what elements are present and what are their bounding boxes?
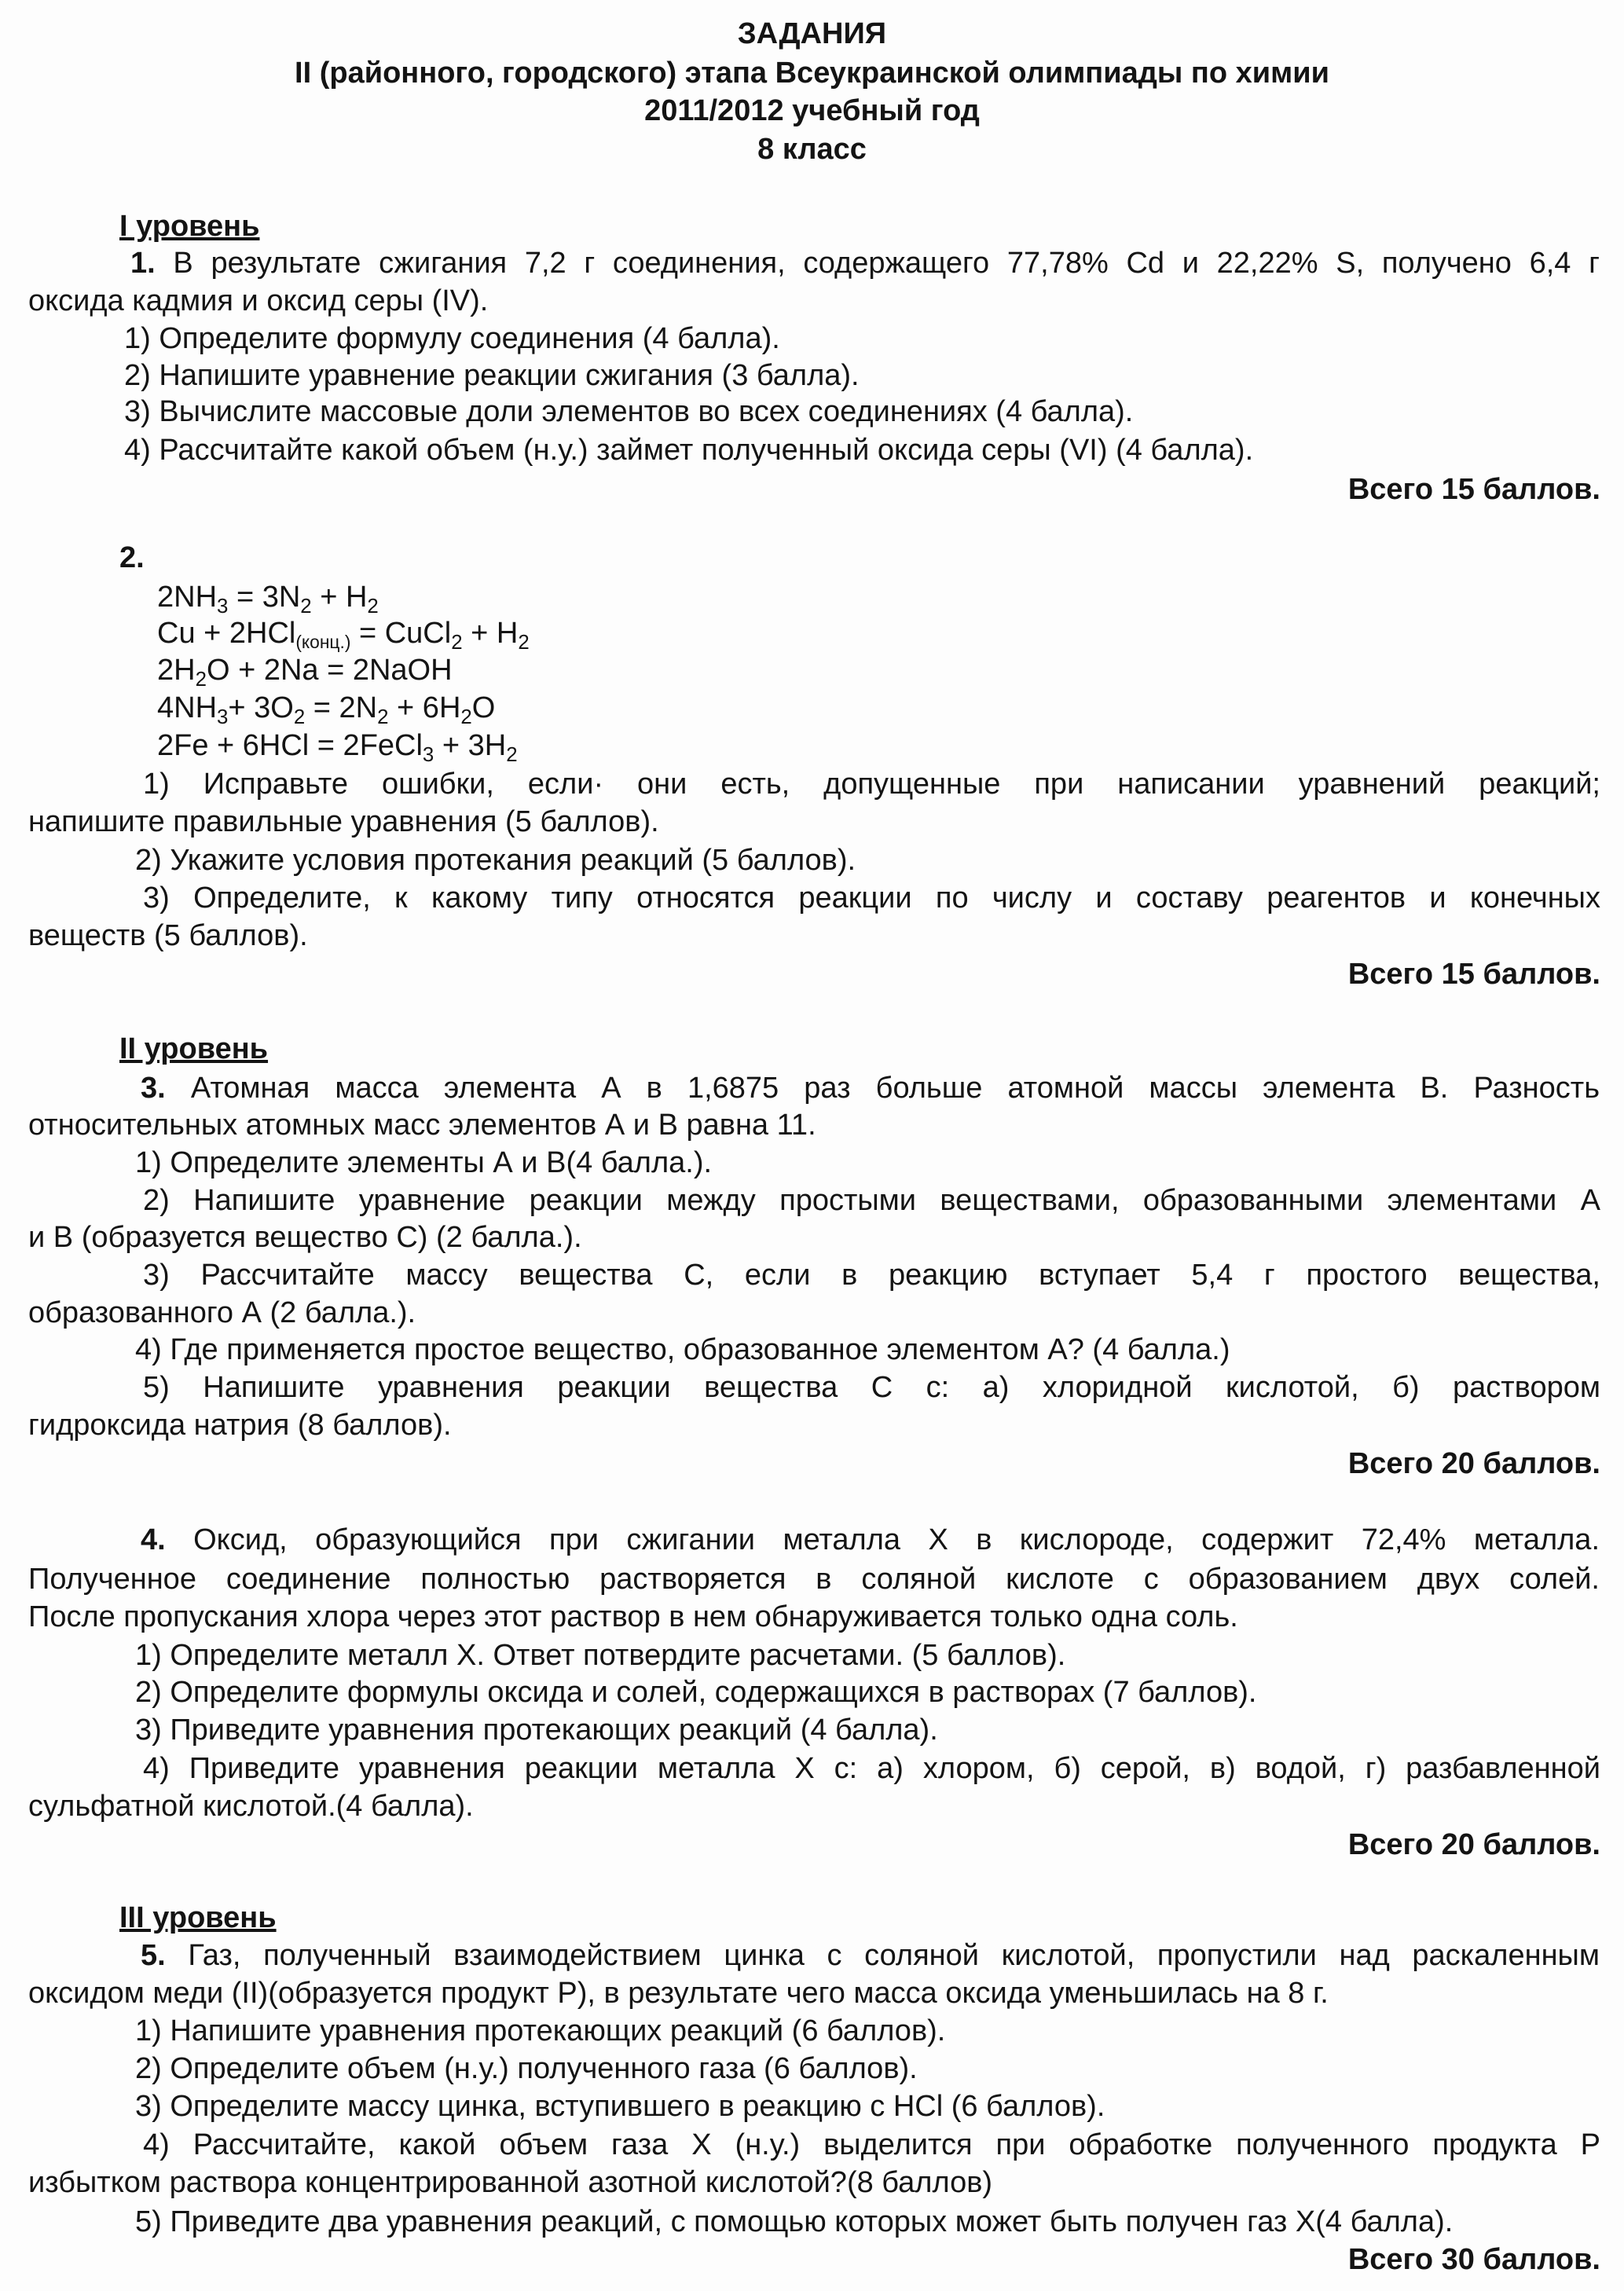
- doc-grade: 8 класс: [757, 133, 867, 166]
- problem-4-item-1: 1) Определите металл Х. Ответ потвердите расчетами. (5 баллов).: [135, 1639, 1066, 1672]
- problem-number: 1.: [130, 247, 156, 280]
- problem-1-text-cont: оксида кадмия и оксид серы (IV).: [28, 284, 489, 317]
- problem-3-item-3: 3) Рассчитайте массу вещества С, если в реакцию вступает 5,4 г простого вещества,: [143, 1259, 1600, 1292]
- problem-2-total: Всего 15 баллов.: [1347, 958, 1600, 991]
- problem-4-total: Всего 20 баллов.: [1347, 1828, 1600, 1861]
- problem-1-item-3: 3) Вычислите массовые доли элементов во всех соединениях (4 балла).: [124, 395, 1134, 428]
- problem-1-item-4: 4) Рассчитайте какой объем (н.у.) займет полученный оксида серы (VI) (4 балла).: [124, 434, 1254, 467]
- problem-4-text: 4. Оксид, образующийся при сжигании металла Х в кислороде, содержит 72,4% металла.: [141, 1523, 1600, 1556]
- problem-4-item-4-cont: сульфатной кислотой.(4 балла).: [28, 1790, 474, 1823]
- problem-2-item-1-cont: напишите правильные уравнения (5 баллов).: [28, 805, 659, 838]
- equation-2: Cu + 2HCl$_{(конц.)}$ = CuCl$_2$ + $H_2$: [157, 617, 530, 654]
- problem-3-item-2-cont: и В (образуется вещество С) (2 балла.).: [28, 1221, 582, 1254]
- problem-2-item-1: 1) Исправьте ошибки, если· они есть, допущенные при написании уравнений реакций;: [143, 768, 1600, 801]
- problem-3-item-1: 1) Определите элементы А и В(4 балла.).: [135, 1146, 713, 1179]
- problem-3-item-5-cont: гидроксида натрия (8 баллов).: [28, 1409, 452, 1442]
- problem-5-item-2: 2) Определите объем (н.у.) полученного газа (6 баллов).: [135, 2052, 918, 2085]
- problem-1-text: 1. В результате сжигания 7,2 г соединения, содержащего 77,78% Cd и 22,22% S, получено 6,4 г: [130, 247, 1600, 280]
- problem-number: 4.: [141, 1523, 166, 1556]
- problem-5-text: 5. Газ, полученный взаимодействием цинка с соляной кислотой, пропустили над раскаленным: [141, 1939, 1600, 1972]
- problem-5-text-cont: оксидом меди (II)(образуется продукт Р), в результате чего масса оксида уменьшилась на 8 г.: [28, 1977, 1329, 2010]
- doc-title: ЗАДАНИЯ: [737, 17, 887, 50]
- problem-3-total: Всего 20 баллов.: [1347, 1447, 1600, 1480]
- problem-2-item-2: 2) Укажите условия протекания реакций (5 баллов).: [135, 844, 856, 877]
- problem-5-total: Всего 30 баллов.: [1347, 2243, 1600, 2276]
- problem-1-item-1: 1) Определите формулу соединения (4 балла).: [124, 322, 780, 355]
- level-heading-1: I уровень: [119, 210, 260, 243]
- problem-2-item-3-cont: веществ (5 баллов).: [28, 919, 308, 952]
- problem-1-item-2: 2) Напишите уравнение реакции сжигания (3 балла).: [124, 359, 860, 392]
- problem-5-item-3: 3) Определите массу цинка, вступившего в реакцию с HCl (6 баллов).: [135, 2090, 1105, 2123]
- problem-5-item-1: 1) Напишите уравнения протекающих реакций (6 баллов).: [135, 2014, 946, 2047]
- problem-5-item-4: 4) Рассчитайте, какой объем газа Х (н.у.) выделится при обработке полученного продукта Р: [143, 2128, 1600, 2161]
- problem-number: 3.: [141, 1072, 166, 1105]
- problem-3-text: 3. Атомная масса элемента А в 1,6875 раз больше атомной массы элемента В. Разность: [141, 1072, 1600, 1105]
- problem-4-item-3: 3) Приведите уравнения протекающих реакций (4 балла).: [135, 1714, 938, 1747]
- problem-3-item-2: 2) Напишите уравнение реакции между простыми веществами, образованными элементами А: [143, 1184, 1600, 1217]
- doc-subtitle: II (районного, городского) этапа Всеукраинской олимпиады по химии: [295, 57, 1329, 90]
- problem-2-number: 2.: [119, 541, 145, 574]
- doc-year: 2011/2012 учебный год: [644, 94, 980, 127]
- equation-1: $2NH_3 = 3N_2 + H_2$: [157, 581, 379, 618]
- problem-number: 5.: [141, 1939, 166, 1972]
- problem-4-text-cont-2: После пропускания хлора через этот раствор в нем обнаруживается только одна соль.: [28, 1600, 1238, 1633]
- problem-4-item-4: 4) Приведите уравнения реакции металла Х с: а) хлором, б) серой, в) водой, г) разбавленной: [143, 1752, 1600, 1785]
- equation-3: $2H_2O + 2Na$ = 2NaOH: [157, 654, 453, 691]
- problem-3-text-cont: относительных атомных масс элементов А и В равна 11.: [28, 1109, 816, 1142]
- equation-4: $4NH_3+ 3O_2 = 2N_2 + 6H_2O$: [157, 691, 496, 728]
- problem-3-item-3-cont: образованного А (2 балла.).: [28, 1296, 416, 1329]
- level-heading-3: III уровень: [119, 1901, 277, 1934]
- problem-3-item-4: 4) Где применяется простое вещество, образованное элементом А? (4 балла.): [135, 1333, 1230, 1366]
- equation-5: 2Fe + 6HCl = 2FeCl$_3$ + $3H_2$: [157, 729, 518, 766]
- problem-4-text-cont-1: Полученное соединение полностью растворяется в соляной кислоте с образованием двух солей.: [28, 1563, 1600, 1596]
- problem-2-item-3: 3) Определите, к какому типу относятся реакции по числу и составу реагентов и конечных: [143, 882, 1600, 915]
- problem-4-item-2: 2) Определите формулы оксида и солей, содержащихся в растворах (7 баллов).: [135, 1676, 1257, 1709]
- problem-5-item-5: 5) Приведите два уравнения реакций, с помощью которых может быть получен газ Х(4 балла).: [135, 2205, 1454, 2238]
- problem-3-item-5: 5) Напишите уравнения реакции вещества С с: а) хлоридной кислотой, б) раствором: [143, 1371, 1600, 1404]
- level-heading-2: II уровень: [119, 1032, 269, 1065]
- problem-1-total: Всего 15 баллов.: [1347, 473, 1600, 506]
- problem-5-item-4-cont: избытком раствора концентрированной азотной кислотой?(8 баллов): [28, 2166, 993, 2199]
